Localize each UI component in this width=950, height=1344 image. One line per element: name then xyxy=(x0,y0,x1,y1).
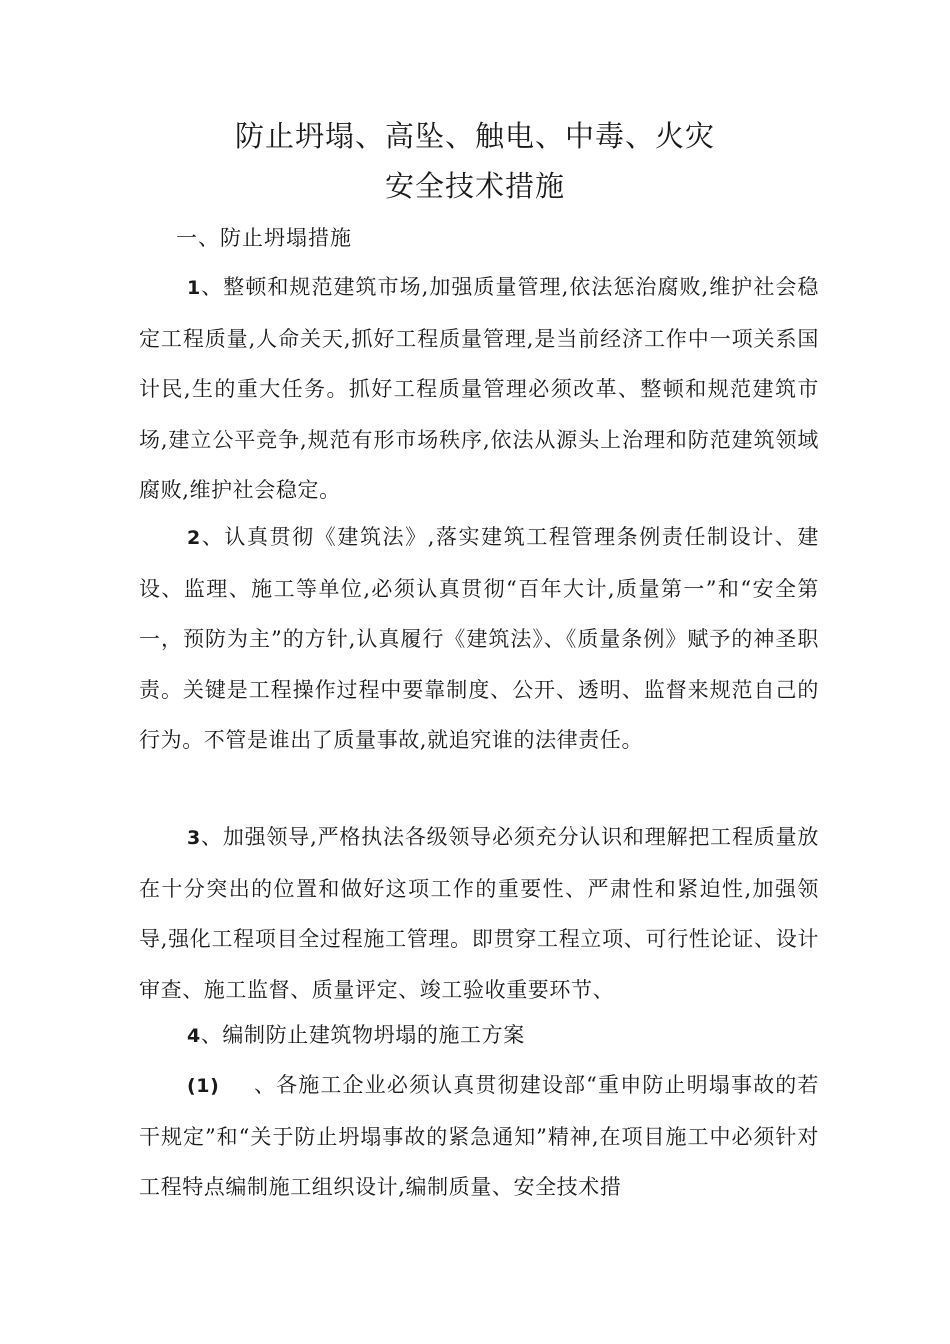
paragraph-text: 、加强领导,严格执法各级领导必须充分认识和理解把工程质量放在十分突出的位置和做好这项工作的重要性、严肃性和紧迫性,加强领导,强化工程项目全过程施工管理。即贯穿工程立项、可行性论证、设计审查、施工监督、质量评定、竣工验收重要环节、 xyxy=(139,825,819,1002)
document-title-line-1: 防止坍塌、高坠、触电、中毒、火灾 xyxy=(234,119,715,153)
paragraph-4-1 xyxy=(139,1060,819,1213)
paragraph-number: 1 xyxy=(187,277,201,299)
paragraph-1 xyxy=(139,262,819,516)
paragraph-number: 2 xyxy=(187,527,201,549)
paragraph-number: 3 xyxy=(187,827,201,849)
paragraph-text: 、整顿和规范建筑市场,加强质量管理,依法惩治腐败,维护社会稳定工程质量,人命关天,抓好工程质量管理,是当前经济工作中一项关系国计民,生的重大任务。抓好工程质量管理必须改革、整顿和规范建筑市场,建立公平竞争,规范有形市场秩序,依法从源头上治理和防范建筑领域腐败,维护社会稳定。 xyxy=(139,275,819,502)
paragraph-text: 、认真贯彻《建筑法》,落实建筑工程管理条例责任制设计、建设、监理、施工等单位,必须认真贯彻“百年大计,质量第一”和“安全第一，预防为主”的方针,认真履行《建筑法》、《质量条例》赋予的神圣职责。关键是工程操作过程中要靠制度、公开、透明、监督来规范自己的行为。不管是谁出了质量事故,就追究谁的法律责任。 xyxy=(139,525,819,752)
paragraph-number: (1) xyxy=(187,1075,220,1097)
paragraph-text: 、各施工企业必须认真贯彻建设部“重申防止明塌事故的若干规定”和“关于防止坍塌事故的紧急通知”精神,在项目施工中必须针对工程特点编制施工组织设计,编制质量、安全技术措 xyxy=(139,1073,819,1199)
document-title-line-2: 安全技术措施 xyxy=(384,169,565,203)
section-heading: 一、防止坍塌措施 xyxy=(176,226,352,250)
paragraph-number: 4 xyxy=(187,1025,201,1047)
paragraph-4 xyxy=(139,1010,819,1062)
paragraph-2 xyxy=(139,512,819,766)
paragraph-3 xyxy=(139,812,819,1015)
paragraph-text: 、编制防止建筑物坍塌的施工方案 xyxy=(200,1023,525,1047)
